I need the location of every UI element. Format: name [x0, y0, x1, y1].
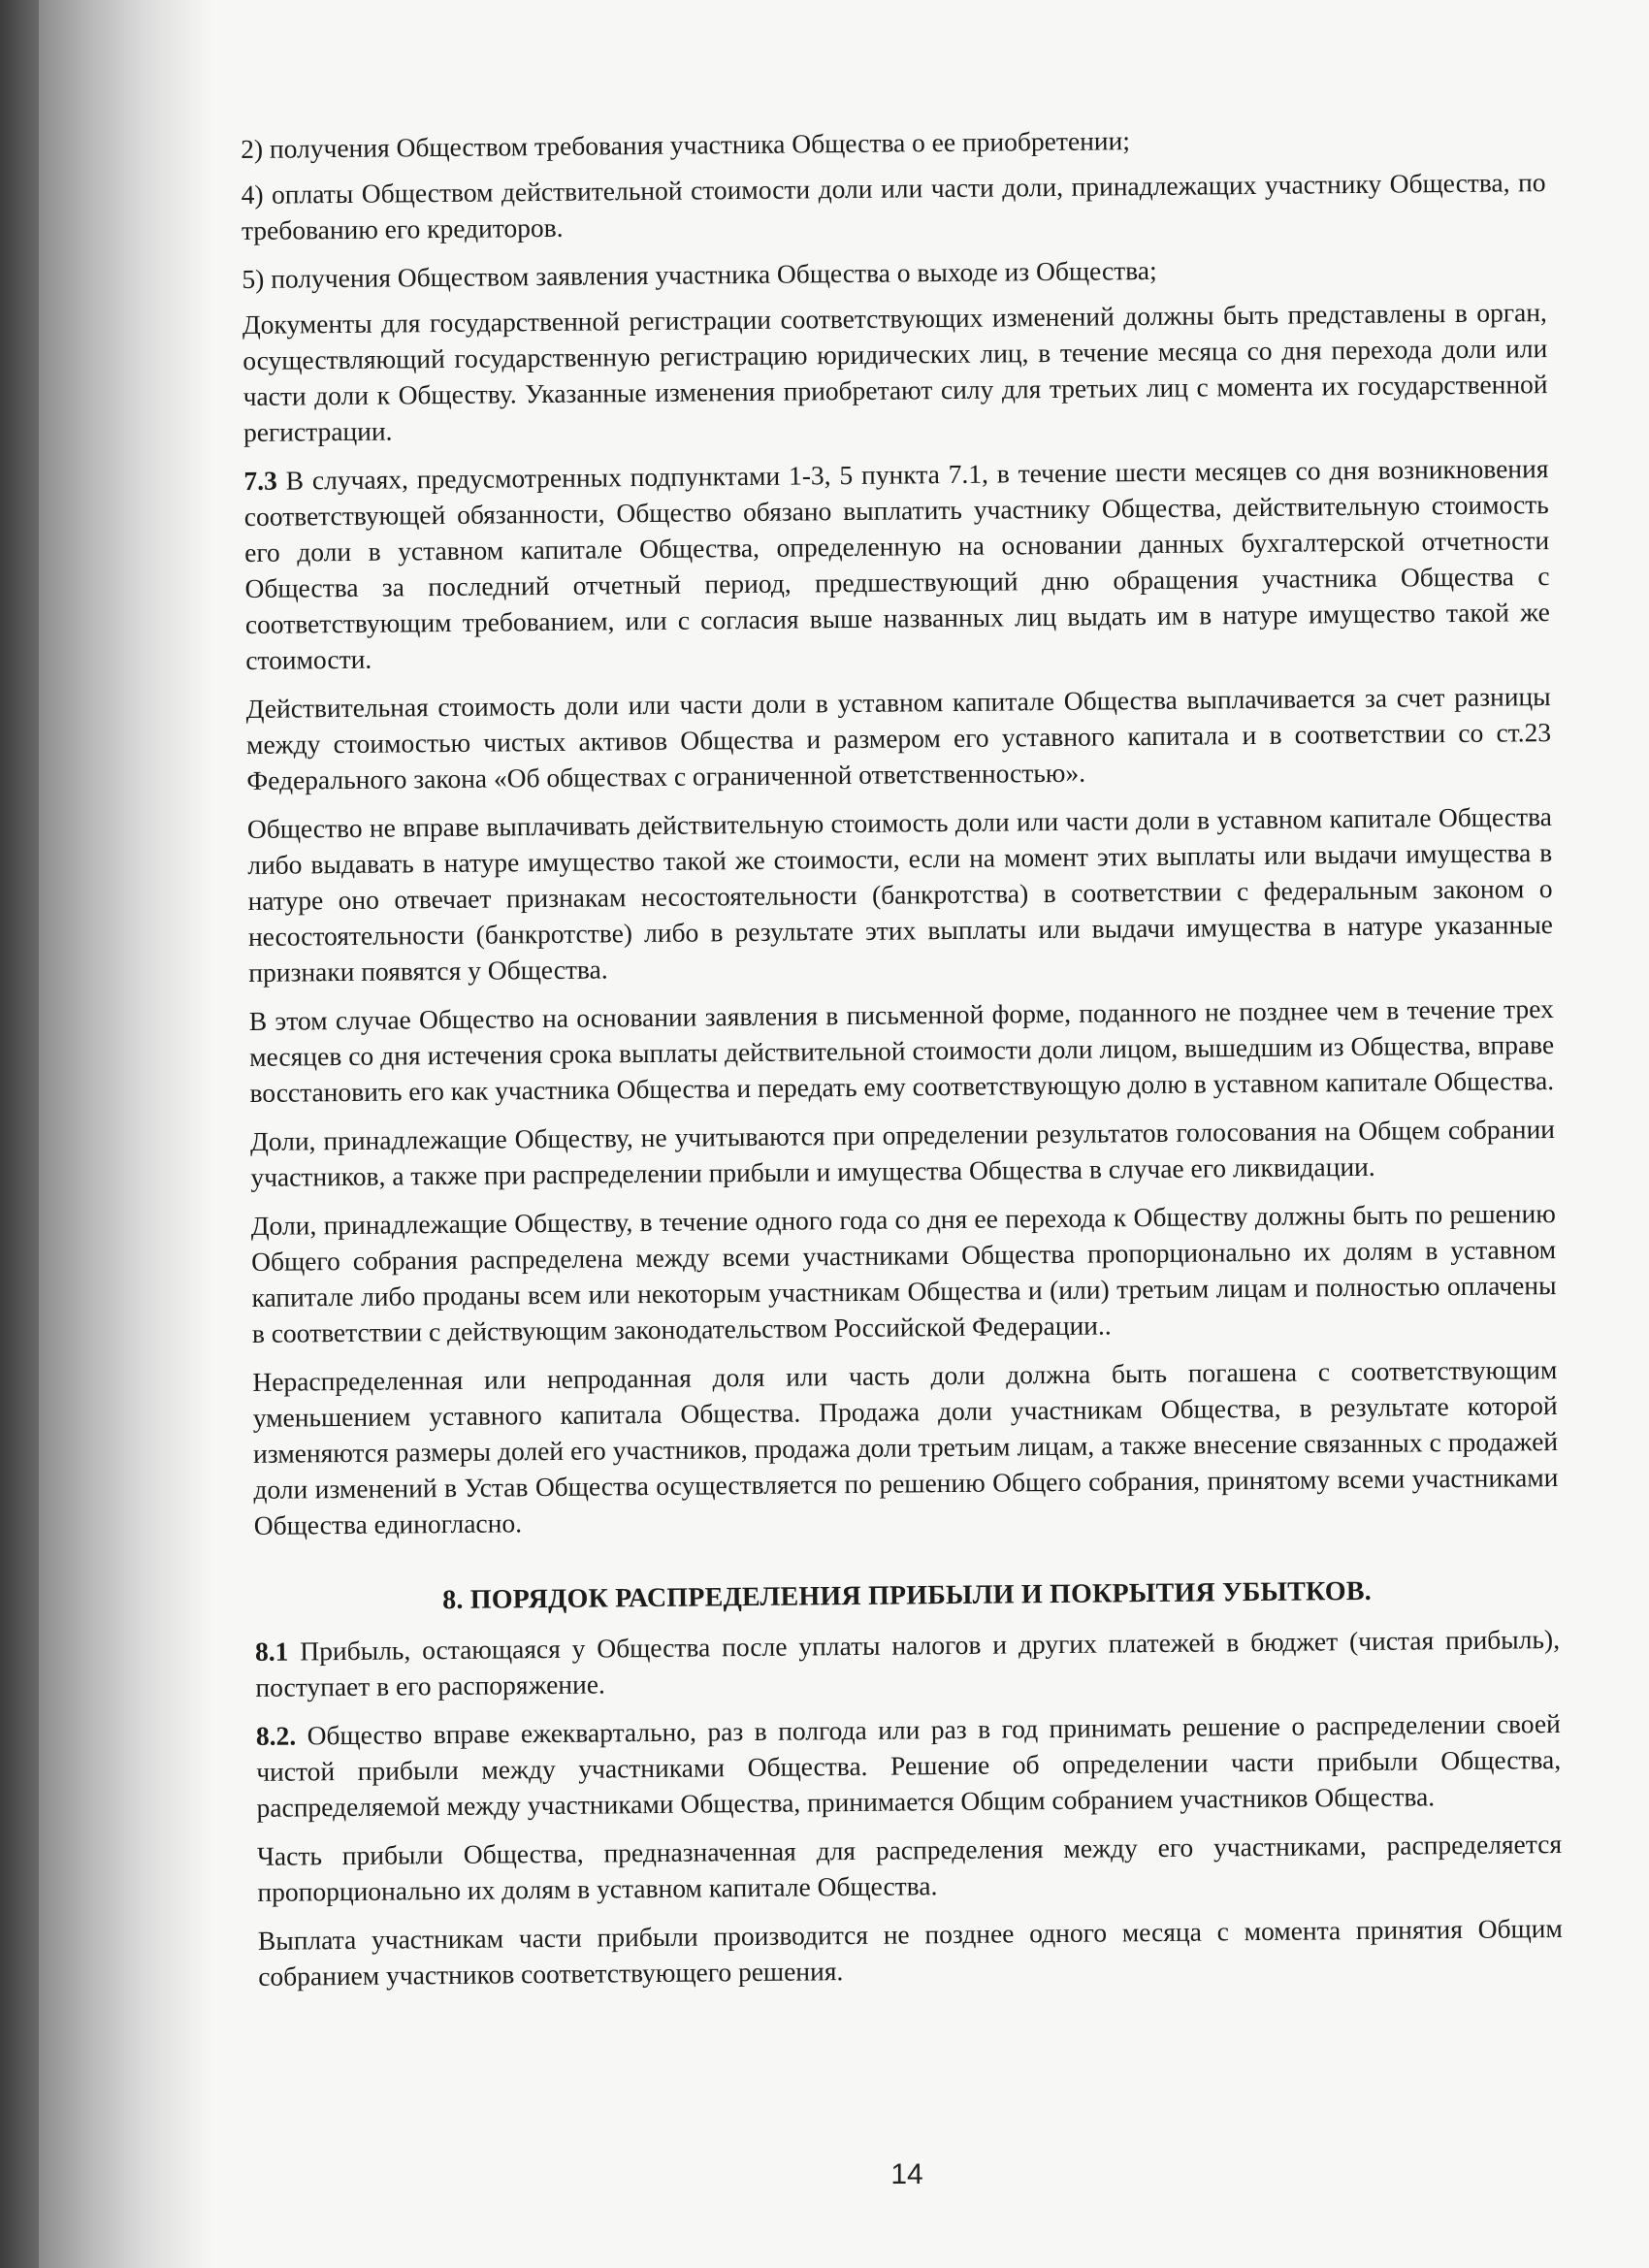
clause-text: В случаях, предусмотренных подпунктами 1-3, 5 пункта 7.1, в течение шести месяцев со дня возникновения соответствующей обязанности, Общество обязано выплатить участнику Общества, действительную стоимость его доли в уставном капитале Общества, определенную на основании данных бухгалтерской отчетности Общества за последний отчетный период, предшествующий дню обращения участника Общества с соответствующим требованием, или с согласия выше названных лиц выдать им в натуре имущество такой же стоимости.: [243, 453, 1550, 675]
section-heading: 8. ПОРЯДОК РАСПРЕДЕЛЕНИЯ ПРИБЫЛИ И ПОКРЫТИЯ УБЫТКОВ.: [442, 1575, 1373, 1616]
paragraph-item-2: 2) получения Обществом требования участника Общества о ее приобретении;: [241, 125, 1131, 164]
clause-text: Прибыль, остающаяся у Общества после уплаты налогов и других платежей в бюджет (чистая прибыль), поступает в его распоряжение.: [255, 1624, 1561, 1702]
clause-number: 8.1: [254, 1636, 289, 1667]
paragraph-profit-payment: Выплата участникам части прибыли производится не позднее одного месяца с момента принятия Общим собранием участников соответствующего решения.: [257, 1913, 1563, 1992]
clause-8-1: [255, 1621, 1561, 1705]
clause-text: Общество вправе ежеквартально, раз в полгода или раз в год принимать решение о распределении своей чистой прибыли между участниками Общества. Решение об определении части прибыли Общества, распределяемой между участниками Общества, принимается Общим собранием участников Общества.: [256, 1708, 1562, 1823]
paragraph-insolvency-restriction: Общество не вправе выплачивать действительную стоимость доли или части доли в уставном капитале Общества либо выдавать в натуре имущество такой же стоимости, если на момент этих выплаты или выдачи имущества в натуре оно отвечает признакам несостоятельности (банкротства) в соответствии с федеральным законом о несостоятельности (банкротстве) либо в результате этих выплаты или выдачи имущества в натуре указанные признаки появятся у Общества.: [246, 801, 1554, 988]
clause-7-3: [243, 450, 1550, 678]
paragraph-restore-participant: В этом случае Общество на основании заявления в письменной форме, поданного не позднее чем в течение трех месяцев со дня истечения срока выплаты действительной стоимости доли лицом, вышедшим из Общества, вправе восстановить его как участника Общества и передать ему соответствующую долю в уставном капитале Общества.: [248, 993, 1555, 1108]
scan-binding-edge: [0, 0, 39, 2268]
paragraph-shares-not-counted: Доли, принадлежащие Обществу, не учитываются при определении результатов голосования на Общем собрании участников, а также при распределении прибыли и имущества Общества в случае его ликвидации.: [249, 1114, 1556, 1192]
clause-number: 7.3: [243, 465, 277, 496]
paragraph-profit-share: Часть прибыли Общества, предназначенная для распределения между его участниками, распределяется пропорционально их долям в уставном капитале Общества.: [256, 1829, 1563, 1907]
paragraph-shares-distribution: Доли, принадлежащие Обществу, в течение одного года со дня ее перехода к Обществу должны быть по решению Общего собрания распределена между всеми участниками Общества пропорционально их долям в уставном капитале либо проданы всем или некоторым участникам Общества и (или) третьим лицам и полностью оплачены в соответствии с действующим законодательством Российской Федерации..: [250, 1198, 1557, 1348]
paragraph-actual-value-payment: Действительная стоимость доли или части доли в уставном капитале Общества выплачивается за счет разницы между стоимостью чистых активов Общества и размером его уставного капитала и в соответствии со ст.23 Федерального закона «Об обществах с ограниченной ответственностью».: [245, 681, 1552, 795]
clause-number: 8.2.: [255, 1720, 297, 1751]
page-number: 14: [890, 2158, 923, 2190]
clause-8-2: [256, 1705, 1562, 1826]
document-page: [241, 118, 1564, 2007]
paragraph-item-4: 4) оплаты Обществом действительной стоимости доли или части доли, принадлежащих участнику Общества, по требованию его кредиторов.: [241, 167, 1546, 245]
paragraph-item-5: 5) получения Обществом заявления участника Общества о выходе из Общества;: [242, 254, 1157, 294]
paragraph-unallocated-share: Нераспределенная или непроданная доля или часть доли должна быть погашена с соответствующим уменьшением уставного капитала Общества. Продажа доли участникам Общества, в результате которой изменяются размеры долей его участников, продажа доли третьим лицам, а также внесение связанных с продажей доли изменений в Устав Общества осуществляется по решению Общего собрания, принятому всеми участниками Общества единогласно.: [252, 1354, 1559, 1540]
paragraph-registration-documents: Документы для государственной регистрации соответствующих изменений должны быть представлены в орган, осуществляющий государственную регистрацию юридических лиц, в течение месяца со дня перехода доли или части доли к Обществу. Указанные изменения приобретают силу для третьих лиц с момента их государственной регистрации.: [242, 297, 1548, 447]
